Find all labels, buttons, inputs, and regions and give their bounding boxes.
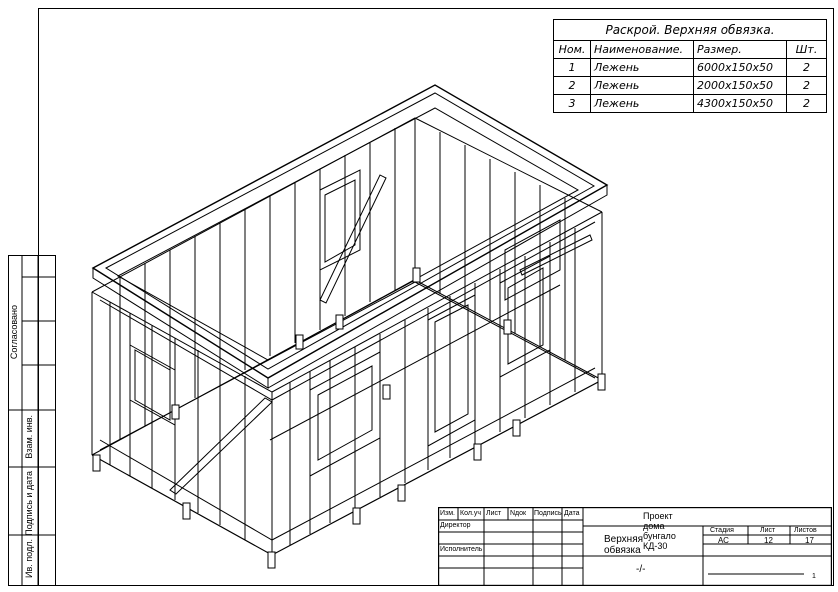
spec-cell-qty: 2 <box>787 77 827 95</box>
stage-label: Стадия <box>710 527 734 534</box>
sign-date-label: Подпись и дата <box>24 471 34 536</box>
spec-header-name: Наименование. <box>591 41 694 59</box>
sheet-title: Верхняя обвязка <box>604 534 644 556</box>
spec-header-size: Размер. <box>694 41 787 59</box>
col-list: Лист <box>486 510 502 517</box>
agreed-label: Согласовано <box>9 305 19 360</box>
spec-cell-num: 3 <box>554 95 591 113</box>
spec-cell-num: 2 <box>554 77 591 95</box>
sheets-value: 17 <box>805 536 814 545</box>
spec-cell-size: 6000x150x50 <box>694 59 787 77</box>
spec-row <box>554 59 827 77</box>
spec-cell-size: 2000x150x50 <box>694 77 787 95</box>
spec-cell-name: Лежень <box>591 59 694 77</box>
inv-vzam-label: Взам. инв. <box>24 415 34 459</box>
spec-title: Раскрой. Верхняя обвязка. <box>554 20 827 41</box>
corner-mark: 1 <box>812 573 816 580</box>
spec-row <box>554 77 827 95</box>
spec-cell-qty: 2 <box>787 59 827 77</box>
spec-cell-qty: 2 <box>787 95 827 113</box>
col-kolvo: Кол.уч <box>460 510 481 517</box>
spec-header-num: Ном. <box>554 41 591 59</box>
dash-mark: -/- <box>636 564 646 575</box>
spec-cell-name: Лежень <box>591 95 694 113</box>
project-title: Проект дома бунгало КД-30 <box>643 511 676 551</box>
spec-header-qty: Шт. <box>787 41 827 59</box>
sheet-value: 12 <box>764 536 773 545</box>
sheets-label: Листов <box>794 527 817 534</box>
cut-spec-table <box>553 19 827 113</box>
director-label: Директор <box>440 522 471 529</box>
col-ndok: Nдок <box>510 510 527 517</box>
col-izm: Изм. <box>440 510 455 517</box>
executor-label: Исполнитель <box>440 546 483 553</box>
inv-podl-label: Ив. подл. <box>24 539 34 578</box>
spec-cell-name: Лежень <box>591 77 694 95</box>
spec-row <box>554 95 827 113</box>
sheet-label: Лист <box>760 527 776 534</box>
stage-value: АС <box>718 536 729 545</box>
spec-cell-num: 1 <box>554 59 591 77</box>
spec-cell-size: 4300x150x50 <box>694 95 787 113</box>
col-data: Дата <box>564 510 580 517</box>
col-podpis: Подпись <box>534 510 562 517</box>
